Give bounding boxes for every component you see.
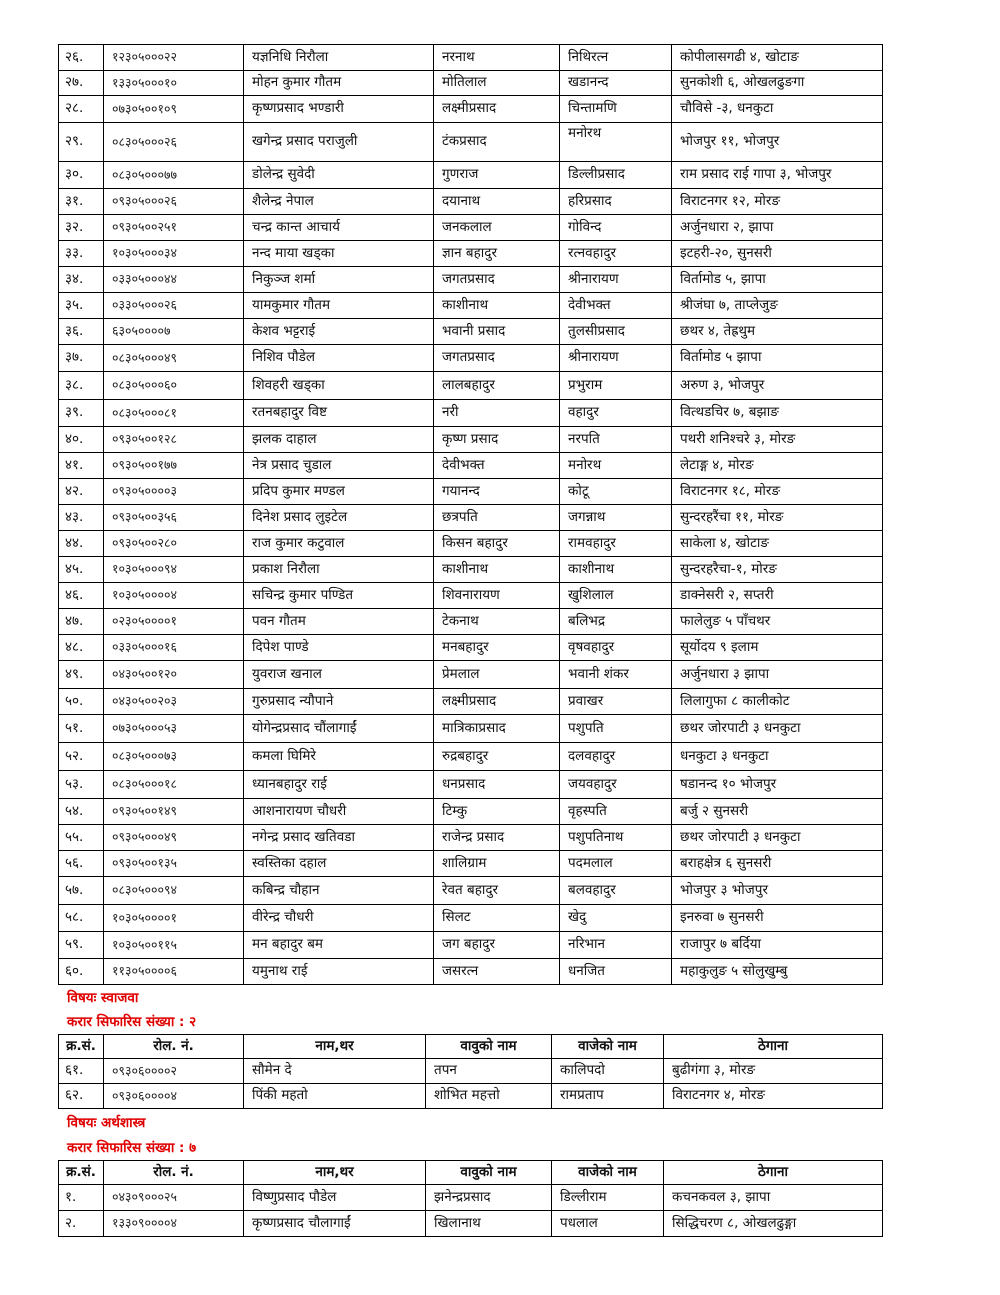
grandfather-name-cell: वृहस्पति [560, 799, 672, 825]
serial-cell: २८. [59, 96, 104, 123]
address-cell: छथर जोरपाटी ३ धनकुटा [672, 715, 883, 743]
grandfather-name-cell: हरिप्रसाद [560, 189, 672, 215]
name-cell: यज्ञनिधि निरौला [244, 45, 434, 71]
serial-cell: ४८. [59, 635, 104, 661]
father-name-cell: शिवनारायण [434, 583, 560, 609]
address-cell: सुनकोशी ६, ओखलढुङगा [672, 71, 883, 96]
serial-cell: ४६. [59, 583, 104, 609]
table-row [59, 932, 883, 959]
name-cell: नेत्र प्रसाद चुडाल [244, 453, 434, 479]
name-cell: राज कुमार कटुवाल [244, 531, 434, 557]
grandfather-name-cell: भवानी शंकर [560, 661, 672, 689]
table-row [59, 635, 883, 661]
main-table-body [59, 45, 883, 985]
serial-cell: ५१. [59, 715, 104, 743]
name-cell: पवन गौतम [244, 609, 434, 635]
name-cell: सचिन्द्र कुमार पण्डित [244, 583, 434, 609]
table-row [59, 215, 883, 241]
grandfather-name-cell: नरपति [560, 427, 672, 453]
name-cell: युवराज खनाल [244, 661, 434, 689]
table-row [59, 189, 883, 215]
roll-number-cell: ०९३०५००१३५ [104, 851, 244, 877]
table-row [59, 345, 883, 372]
roll-number-cell: ०३३०५०००१६ [104, 635, 244, 661]
father-name-cell: ज्ञान बहादुर [434, 241, 560, 267]
father-name-cell: लक्ष्मीप्रसाद [434, 96, 560, 123]
father-name-cell: गयानन्द [434, 479, 560, 505]
father-name-cell: लक्ष्मीप्रसाद [434, 689, 560, 715]
father-name-cell: छत्रपति [434, 505, 560, 531]
roll-number-cell: ०९३०५०००२६ [104, 189, 244, 215]
header-grandfather: वाजेको नाम [552, 1035, 664, 1059]
father-name-cell: तपन [426, 1059, 552, 1084]
table-row [59, 531, 883, 557]
father-name-cell: जगतप्रसाद [434, 345, 560, 372]
roll-number-cell: ११३०५००००६ [104, 959, 244, 985]
address-cell: कोपीलासगढी ४, खोटाङ [672, 45, 883, 71]
father-name-cell: प्रेमलाल [434, 661, 560, 689]
address-cell: पथरी शनिश्चरे ३, मोरङ [672, 427, 883, 453]
roll-number-cell: ०४३०९०००२५ [104, 1185, 244, 1211]
roll-number-cell: ०९३०५००००३ [104, 479, 244, 505]
table-row [59, 851, 883, 877]
grandfather-name-cell: खडानन्द [560, 71, 672, 96]
address-cell: लिलागुफा ८ कालीकोट [672, 689, 883, 715]
father-name-cell: काशीनाथ [434, 293, 560, 319]
table-row [59, 123, 883, 162]
father-name-cell: सिलट [434, 905, 560, 932]
serial-cell: ५४. [59, 799, 104, 825]
grandfather-name-cell: डिल्लीराम [552, 1185, 664, 1211]
name-cell: सौमेन दे [244, 1059, 426, 1084]
grandfather-name-cell: कोटू [560, 479, 672, 505]
main-recommendation-table [58, 44, 883, 985]
address-cell: विराटनगर ४, मोरङ [664, 1084, 883, 1109]
grandfather-name-cell: चिन्तामणि [560, 96, 672, 123]
serial-cell: ३३. [59, 241, 104, 267]
grandfather-name-cell: डिल्लीप्रसाद [560, 162, 672, 189]
serial-cell: २६. [59, 45, 104, 71]
roll-number-cell: ०८३०५०००६० [104, 372, 244, 400]
grandfather-name-cell: रत्नवहादुर [560, 241, 672, 267]
name-cell: प्रदिप कुमार मण्डल [244, 479, 434, 505]
roll-number-cell: १०३०५००११५ [104, 932, 244, 959]
father-name-cell: टिम्कु [434, 799, 560, 825]
serial-cell: ४४. [59, 531, 104, 557]
serial-cell: २७. [59, 71, 104, 96]
table-row [59, 241, 883, 267]
father-name-cell: जगतप्रसाद [434, 267, 560, 293]
father-name-cell: शोभित महत्तो [426, 1084, 552, 1109]
roll-number-cell: ६३०५००००७ [104, 319, 244, 345]
roll-number-cell: ०४३०५००२०३ [104, 689, 244, 715]
serial-cell: ६२. [59, 1084, 104, 1109]
grandfather-name-cell: रामवहादुर [560, 531, 672, 557]
table-row [59, 1185, 883, 1211]
name-cell: आशनारायण चौधरी [244, 799, 434, 825]
address-cell: कचनकवल ३, झापा [664, 1185, 883, 1211]
address-cell: विराटनगर १२, मोरङ [672, 189, 883, 215]
roll-number-cell: १०३०५००००४ [104, 583, 244, 609]
section-3-count: करार सिफारिस संख्या : ७ [67, 1140, 197, 1156]
address-cell: धनकुटा ३ धनकुटा [672, 743, 883, 771]
serial-cell: १. [59, 1185, 104, 1211]
serial-cell: ३४. [59, 267, 104, 293]
table-row [59, 96, 883, 123]
serial-cell: ६०. [59, 959, 104, 985]
address-cell: अर्जुनधारा २, झापा [672, 215, 883, 241]
table-row [59, 771, 883, 799]
header-father: वावुको नाम [426, 1161, 552, 1185]
table-row [59, 905, 883, 932]
table-row [59, 799, 883, 825]
father-name-cell: काशीनाथ [434, 557, 560, 583]
address-cell: विर्तामोड ५, झापा [672, 267, 883, 293]
address-cell: अर्जुनधारा ३ झापा [672, 661, 883, 689]
table-row [59, 877, 883, 905]
name-cell: चन्द्र कान्त आचार्य [244, 215, 434, 241]
header-serial: क्र.सं. [59, 1161, 104, 1185]
father-name-cell: कृष्ण प्रसाद [434, 427, 560, 453]
section-2-body [59, 1059, 883, 1109]
roll-number-cell: ०८३०५०००४९ [104, 345, 244, 372]
serial-cell: ३६. [59, 319, 104, 345]
father-name-cell: खिलानाथ [426, 1211, 552, 1237]
name-cell: दिनेश प्रसाद लुइटेल [244, 505, 434, 531]
name-cell: वीरेन्द्र चौधरी [244, 905, 434, 932]
serial-cell: ३१. [59, 189, 104, 215]
address-cell: सिद्धिचरण ८, ओखलढुङ्गा [664, 1211, 883, 1237]
table-row [59, 583, 883, 609]
address-cell: राजापुर ७ बर्दिया [672, 932, 883, 959]
grandfather-name-cell: वृषवहादुर [560, 635, 672, 661]
serial-cell: ३२. [59, 215, 104, 241]
name-cell: नगेन्द्र प्रसाद खतिवडा [244, 825, 434, 851]
serial-cell: ६१. [59, 1059, 104, 1084]
grandfather-name-cell: श्रीनारायण [560, 267, 672, 293]
grandfather-name-cell: प्रवाखर [560, 689, 672, 715]
section-3-table [58, 1160, 883, 1237]
address-cell: राम प्रसाद राई गापा ३, भोजपुर [672, 162, 883, 189]
serial-cell: ४९. [59, 661, 104, 689]
name-cell: रतनबहादुर विष्ट [244, 400, 434, 427]
name-cell: प्रकाश निरौला [244, 557, 434, 583]
serial-cell: ५२. [59, 743, 104, 771]
address-cell: छथर ४, तेह्रथुम [672, 319, 883, 345]
grandfather-name-cell: निथिरत्न [560, 45, 672, 71]
father-name-cell: भवानी प्रसाद [434, 319, 560, 345]
roll-number-cell: ०३३०५०००२६ [104, 293, 244, 319]
name-cell: विष्णुप्रसाद पौडेल [244, 1185, 426, 1211]
roll-number-cell: ०८३०५०००१८ [104, 771, 244, 799]
serial-cell: ५०. [59, 689, 104, 715]
roll-number-cell: ०८३०५०००७७ [104, 162, 244, 189]
serial-cell: ५५. [59, 825, 104, 851]
table-row [59, 825, 883, 851]
father-name-cell: टंकप्रसाद [434, 123, 560, 162]
grandfather-name-cell: खुशिलाल [560, 583, 672, 609]
roll-number-cell: १०३०५००००१ [104, 905, 244, 932]
father-name-cell: मोतिलाल [434, 71, 560, 96]
serial-cell: ३९. [59, 400, 104, 427]
father-name-cell: रुद्रबहादुर [434, 743, 560, 771]
address-cell: इनरुवा ७ सुनसरी [672, 905, 883, 932]
address-cell: सुन्दरहरैंचा ११, मोरङ [672, 505, 883, 531]
father-name-cell: नरनाथ [434, 45, 560, 71]
roll-number-cell: १०३०५०००९४ [104, 557, 244, 583]
roll-number-cell: ०९३०५००१७७ [104, 453, 244, 479]
grandfather-name-cell: मनोरथ [560, 123, 672, 162]
header-address: ठेगाना [664, 1035, 883, 1059]
header-address: ठेगाना [664, 1161, 883, 1185]
father-name-cell: राजेन्द्र प्रसाद [434, 825, 560, 851]
table-row [59, 1059, 883, 1084]
table-row [59, 427, 883, 453]
section-3-subject: विषयः अर्थशास्त्र [67, 1115, 146, 1131]
father-name-cell: किसन बहादुर [434, 531, 560, 557]
grandfather-name-cell: जयवहादुर [560, 771, 672, 799]
grandfather-name-cell: पदमलाल [560, 851, 672, 877]
name-cell: कमला घिमिरे [244, 743, 434, 771]
name-cell: निकुञ्ज शर्मा [244, 267, 434, 293]
name-cell: योगेन्द्रप्रसाद चौंलागाईं [244, 715, 434, 743]
grandfather-name-cell: खेदु [560, 905, 672, 932]
name-cell: मन बहादुर बम [244, 932, 434, 959]
address-cell: बुढीगंगा ३, मोरङ [664, 1059, 883, 1084]
name-cell: निशिव पौडेल [244, 345, 434, 372]
grandfather-name-cell: पशुपति [560, 715, 672, 743]
header-name: नाम,थर [244, 1161, 426, 1185]
grandfather-name-cell: नरिभान [560, 932, 672, 959]
serial-cell: ५७. [59, 877, 104, 905]
table-row [59, 45, 883, 71]
address-cell: सूर्योदय ९ इलाम [672, 635, 883, 661]
header-serial: क्र.सं. [59, 1035, 104, 1059]
name-cell: केशव भट्टराई [244, 319, 434, 345]
address-cell: फालेलुङ ५ पाँचथर [672, 609, 883, 635]
address-cell: लेटाङ्ग ४, मोरङ [672, 453, 883, 479]
section-3-body [59, 1185, 883, 1237]
serial-cell: ५६. [59, 851, 104, 877]
table-row [59, 267, 883, 293]
address-cell: भोजपुर ३ भोजपुर [672, 877, 883, 905]
table-row [59, 661, 883, 689]
father-name-cell: गुणराज [434, 162, 560, 189]
roll-number-cell: ०९३०६००००२ [104, 1059, 244, 1084]
father-name-cell: झनेन्द्रप्रसाद [426, 1185, 552, 1211]
roll-number-cell: ०९३०५००२५१ [104, 215, 244, 241]
address-cell: अरुण ३, भोजपुर [672, 372, 883, 400]
father-name-cell: धनप्रसाद [434, 771, 560, 799]
grandfather-name-cell: तुलसीप्रसाद [560, 319, 672, 345]
address-cell: श्रीजंघा ७, ताप्लेजुङ [672, 293, 883, 319]
address-cell: साकेला ४, खोटाङ [672, 531, 883, 557]
father-name-cell: नरी [434, 400, 560, 427]
roll-number-cell: ०८३०५०००२६ [104, 123, 244, 162]
name-cell: नन्द माया खड्का [244, 241, 434, 267]
grandfather-name-cell: पशुपतिनाथ [560, 825, 672, 851]
serial-cell: ५३. [59, 771, 104, 799]
grandfather-name-cell: जगन्नाथ [560, 505, 672, 531]
table-row [59, 505, 883, 531]
roll-number-cell: ०९३०६००००४ [104, 1084, 244, 1109]
name-cell: शिवहरी खड्का [244, 372, 434, 400]
table-row [59, 557, 883, 583]
table-row [59, 319, 883, 345]
father-name-cell: देवीभक्त [434, 453, 560, 479]
serial-cell: ३०. [59, 162, 104, 189]
section-2-count: करार सिफारिस संख्या : २ [67, 1014, 197, 1030]
name-cell: ध्यानबहादुर राई [244, 771, 434, 799]
roll-number-cell: ०९३०५०००४९ [104, 825, 244, 851]
table-row [59, 715, 883, 743]
father-name-cell: जनकलाल [434, 215, 560, 241]
serial-cell: ३८. [59, 372, 104, 400]
grandfather-name-cell: श्रीनारायण [560, 345, 672, 372]
address-cell: बराहक्षेत्र ६ सुनसरी [672, 851, 883, 877]
name-cell: दिपेश पाण्डे [244, 635, 434, 661]
serial-cell: ४३. [59, 505, 104, 531]
table-row [59, 372, 883, 400]
grandfather-name-cell: प्रभुराम [560, 372, 672, 400]
serial-cell: ४१. [59, 453, 104, 479]
header-roll: रोल. नं. [104, 1035, 244, 1059]
serial-cell: ५९. [59, 932, 104, 959]
header-father: वावुको नाम [426, 1035, 552, 1059]
address-cell: विराटनगर १८, मोरङ [672, 479, 883, 505]
roll-number-cell: ०८३०५०००७३ [104, 743, 244, 771]
section-2-table [58, 1034, 883, 1109]
roll-number-cell: ०४३०५००१२० [104, 661, 244, 689]
table-row [59, 293, 883, 319]
grandfather-name-cell: पधलाल [552, 1211, 664, 1237]
table-row [59, 400, 883, 427]
father-name-cell: लालबहादुर [434, 372, 560, 400]
father-name-cell: रेवत बहादुर [434, 877, 560, 905]
roll-number-cell: १३३०५०००१० [104, 71, 244, 96]
address-cell: सुन्दरहरैचा-१, मोरङ [672, 557, 883, 583]
name-cell: डोलेन्द्र सुवेदी [244, 162, 434, 189]
address-cell: इटहरी-२०, सुनसरी [672, 241, 883, 267]
name-cell: यामकुमार गौतम [244, 293, 434, 319]
name-cell: पिंकी महतो [244, 1084, 426, 1109]
grandfather-name-cell: बलवहादुर [560, 877, 672, 905]
roll-number-cell: ०२३०५००००१ [104, 609, 244, 635]
serial-cell: ३५. [59, 293, 104, 319]
address-cell: विर्तामोड ५ झापा [672, 345, 883, 372]
father-name-cell: मनबहादुर [434, 635, 560, 661]
father-name-cell: जसरत्न [434, 959, 560, 985]
roll-number-cell: १२३०५०००२२ [104, 45, 244, 71]
name-cell: कृष्णप्रसाद भण्डारी [244, 96, 434, 123]
serial-cell: २९. [59, 123, 104, 162]
father-name-cell: दयानाथ [434, 189, 560, 215]
roll-number-cell: ०७३०५०००५३ [104, 715, 244, 743]
table-row [59, 479, 883, 505]
address-cell: छथर जोरपाटी ३ धनकुटा [672, 825, 883, 851]
table-row [59, 1084, 883, 1109]
roll-number-cell: १३३०९००००४ [104, 1211, 244, 1237]
roll-number-cell: ०९३०५००३५६ [104, 505, 244, 531]
grandfather-name-cell: बलिभद्र [560, 609, 672, 635]
address-cell: चौविसे -३, धनकुटा [672, 96, 883, 123]
roll-number-cell: ०९३०५००२८० [104, 531, 244, 557]
table-row [59, 162, 883, 189]
name-cell: झलक दाहाल [244, 427, 434, 453]
roll-number-cell: ०९३०५००१४९ [104, 799, 244, 825]
table-row [59, 453, 883, 479]
roll-number-cell: ०८३०५०००९४ [104, 877, 244, 905]
name-cell: खगेन्द्र प्रसाद पराजुली [244, 123, 434, 162]
address-cell: डाक्नेसरी २, सप्तरी [672, 583, 883, 609]
section-2-header-row [59, 1035, 883, 1059]
name-cell: कबिन्द्र चौहान [244, 877, 434, 905]
grandfather-name-cell: वहादुर [560, 400, 672, 427]
grandfather-name-cell: काशीनाथ [560, 557, 672, 583]
serial-cell: ३७. [59, 345, 104, 372]
section-3-header-row [59, 1161, 883, 1185]
father-name-cell: जग बहादुर [434, 932, 560, 959]
serial-cell: ४५. [59, 557, 104, 583]
roll-number-cell: १०३०५०००३४ [104, 241, 244, 267]
table-row [59, 959, 883, 985]
name-cell: स्वस्तिका दहाल [244, 851, 434, 877]
address-cell: महाकुलुङ ५ सोलुखुम्बु [672, 959, 883, 985]
address-cell: वित्थडचिर ७, बझाङ [672, 400, 883, 427]
grandfather-name-cell: मनोरथ [560, 453, 672, 479]
header-roll: रोल. नं. [104, 1161, 244, 1185]
name-cell: यमुनाथ राई [244, 959, 434, 985]
serial-cell: २. [59, 1211, 104, 1237]
father-name-cell: टेकनाथ [434, 609, 560, 635]
grandfather-name-cell: कालिपदो [552, 1059, 664, 1084]
father-name-cell: शालिग्राम [434, 851, 560, 877]
table-row [59, 689, 883, 715]
serial-cell: ४७. [59, 609, 104, 635]
roll-number-cell: ०३३०५०००४४ [104, 267, 244, 293]
grandfather-name-cell: दलवहादुर [560, 743, 672, 771]
name-cell: शैलेन्द्र नेपाल [244, 189, 434, 215]
roll-number-cell: ०७३०५००१०९ [104, 96, 244, 123]
serial-cell: ४०. [59, 427, 104, 453]
roll-number-cell: ०९३०५००१२८ [104, 427, 244, 453]
header-grandfather: वाजेको नाम [552, 1161, 664, 1185]
grandfather-name-cell: रामप्रताप [552, 1084, 664, 1109]
table-row [59, 743, 883, 771]
grandfather-name-cell: धनजित [560, 959, 672, 985]
name-cell: कृष्णप्रसाद चौलागाईं [244, 1211, 426, 1237]
father-name-cell: मात्रिकाप्रसाद [434, 715, 560, 743]
serial-cell: ५८. [59, 905, 104, 932]
table-row [59, 609, 883, 635]
grandfather-name-cell: देवीभक्त [560, 293, 672, 319]
address-cell: भोजपुर ११, भोजपुर [672, 123, 883, 162]
name-cell: गुरुप्रसाद न्यौपाने [244, 689, 434, 715]
address-cell: बर्जु २ सुनसरी [672, 799, 883, 825]
section-2-subject: विषयः स्वाजवा [67, 990, 139, 1006]
serial-cell: ४२. [59, 479, 104, 505]
table-row [59, 1211, 883, 1237]
header-name: नाम,थर [244, 1035, 426, 1059]
grandfather-name-cell: गोविन्द [560, 215, 672, 241]
table-row [59, 71, 883, 96]
address-cell: षडानन्द १० भोजपुर [672, 771, 883, 799]
roll-number-cell: ०८३०५०००८१ [104, 400, 244, 427]
name-cell: मोहन कुमार गौतम [244, 71, 434, 96]
